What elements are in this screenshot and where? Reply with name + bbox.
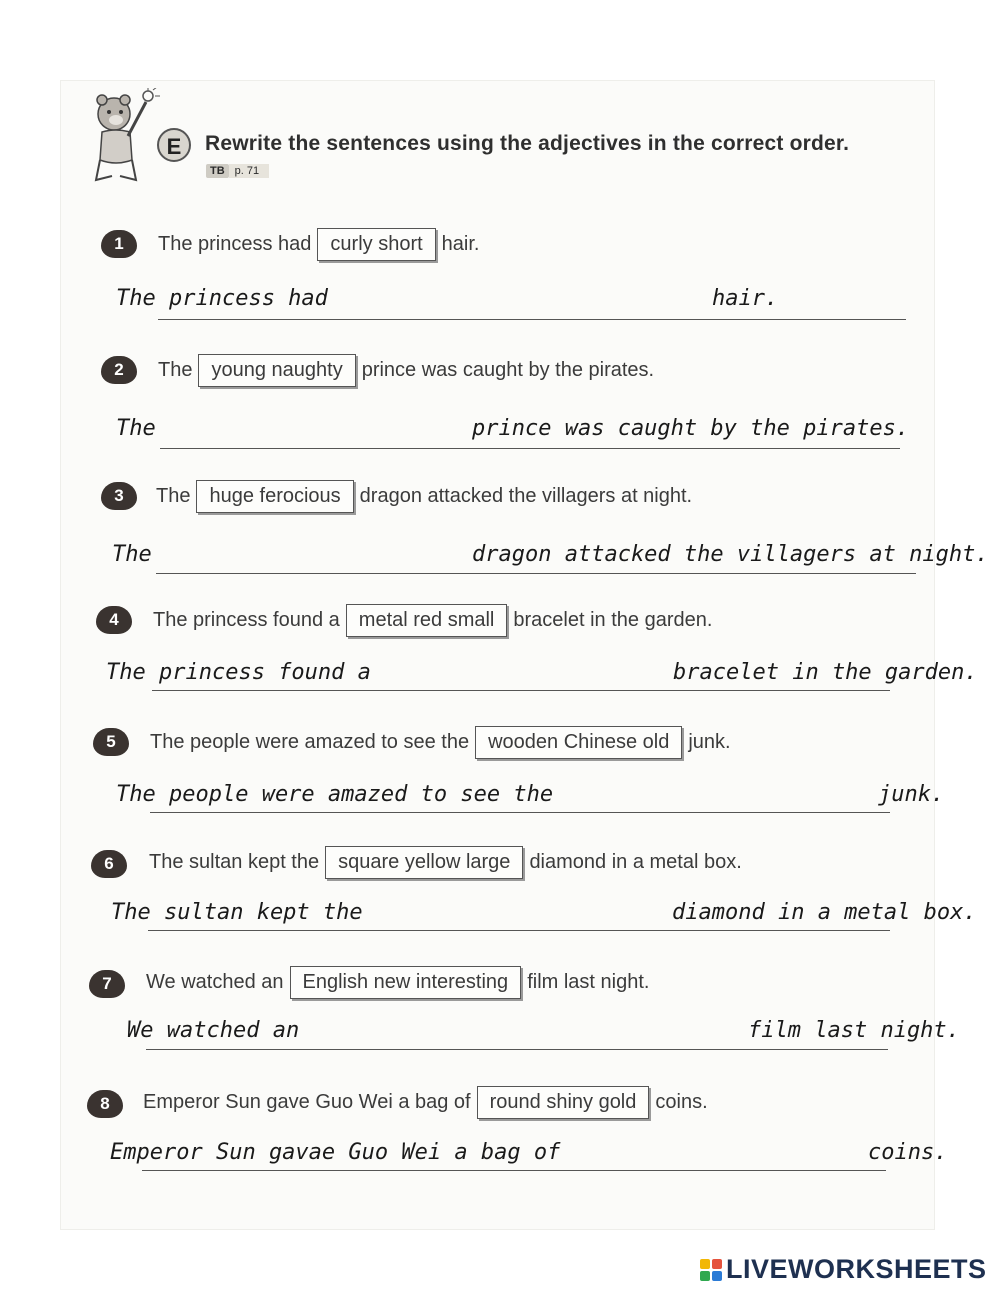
answer-line[interactable] bbox=[158, 319, 906, 320]
question-number: 4 bbox=[96, 606, 132, 634]
answer-line[interactable] bbox=[156, 573, 916, 574]
sentence-end: junk. bbox=[688, 731, 731, 753]
sentence-end: prince was caught by the pirates. bbox=[361, 359, 655, 381]
question-sentence bbox=[150, 726, 731, 759]
question-sentence bbox=[146, 966, 649, 999]
question-number: 5 bbox=[93, 728, 129, 756]
sentence-start: The people were amazed to see the bbox=[150, 731, 470, 753]
answer-prefix: The people were amazed to see the bbox=[116, 782, 554, 807]
answer-suffix: film last night. bbox=[748, 1018, 960, 1043]
question-number: 7 bbox=[89, 970, 125, 998]
answer-line[interactable] bbox=[142, 1170, 886, 1171]
answer-prefix: We watched an bbox=[127, 1018, 300, 1043]
sentence-start: The princess had bbox=[158, 233, 312, 255]
question-sentence bbox=[158, 354, 654, 387]
adjective-box: metal red small bbox=[346, 604, 508, 637]
logo-square bbox=[700, 1259, 710, 1269]
answer-prefix: The bbox=[116, 416, 156, 441]
adjective-box: round shiny gold bbox=[477, 1086, 650, 1119]
adjective-box: wooden Chinese old bbox=[475, 726, 682, 759]
adjective-box: English new interesting bbox=[290, 966, 522, 999]
logo-square bbox=[712, 1271, 722, 1281]
liveworksheets-logo[interactable] bbox=[700, 1254, 987, 1285]
answer-prefix: Emperor Sun gavae Guo Wei a bag of bbox=[110, 1140, 561, 1165]
sentence-end: diamond in a metal box. bbox=[529, 851, 742, 873]
logo-square bbox=[712, 1259, 722, 1269]
answer-line[interactable] bbox=[160, 448, 900, 449]
bear-mascot-icon bbox=[92, 88, 164, 188]
answer-line[interactable] bbox=[148, 930, 890, 931]
answer-suffix: dragon attacked the villagers at night. bbox=[472, 542, 989, 567]
sentence-start: We watched an bbox=[146, 971, 284, 993]
exercise-letter-badge: E bbox=[157, 128, 191, 162]
sentence-end: dragon attacked the villagers at night. bbox=[359, 485, 693, 507]
sentence-end: hair. bbox=[441, 233, 480, 255]
answer-suffix: diamond in a metal box. bbox=[672, 900, 977, 925]
adjective-box: square yellow large bbox=[325, 846, 523, 879]
question-number: 3 bbox=[101, 482, 137, 510]
answer-suffix: junk. bbox=[878, 782, 945, 807]
answer-suffix: coins. bbox=[868, 1140, 948, 1165]
question-sentence bbox=[156, 480, 692, 513]
tb-label: TB bbox=[206, 164, 229, 178]
brand-name: LIVEWORKSHEETS bbox=[726, 1254, 987, 1284]
answer-suffix: prince was caught by the pirates. bbox=[472, 416, 910, 441]
answer-line[interactable] bbox=[150, 812, 890, 813]
sentence-end: bracelet in the garden. bbox=[513, 609, 713, 631]
question-number: 8 bbox=[87, 1090, 123, 1118]
page-reference: p. 71 bbox=[229, 164, 269, 178]
adjective-box: young naughty bbox=[198, 354, 355, 387]
answer-prefix: The sultan kept the bbox=[111, 900, 363, 925]
sentence-start: The bbox=[158, 359, 193, 381]
question-sentence bbox=[149, 846, 742, 879]
answer-suffix: hair. bbox=[712, 286, 779, 311]
answer-prefix: The bbox=[112, 542, 152, 567]
answer-line[interactable] bbox=[146, 1049, 888, 1050]
question-sentence bbox=[153, 604, 712, 637]
sentence-start: The princess found a bbox=[153, 609, 340, 631]
sentence-start: The sultan kept the bbox=[149, 851, 320, 873]
question-sentence bbox=[158, 228, 479, 261]
answer-suffix: bracelet in the garden. bbox=[673, 660, 978, 685]
question-number: 2 bbox=[101, 356, 137, 384]
question-number: 1 bbox=[101, 230, 137, 258]
adjective-box: huge ferocious bbox=[196, 480, 353, 513]
logo-grid-icon bbox=[700, 1259, 722, 1281]
sentence-end: film last night. bbox=[527, 971, 650, 993]
answer-prefix: The princess had bbox=[116, 286, 328, 311]
logo-square bbox=[700, 1271, 710, 1281]
question-number: 6 bbox=[91, 850, 127, 878]
textbook-reference bbox=[206, 164, 269, 178]
question-sentence bbox=[143, 1086, 708, 1119]
answer-prefix: The princess found a bbox=[106, 660, 371, 685]
instruction-heading: Rewrite the sentences using the adjectives in the correct order. bbox=[205, 132, 850, 155]
sentence-start: The bbox=[156, 485, 191, 507]
sentence-start: Emperor Sun gave Guo Wei a bag of bbox=[143, 1091, 471, 1113]
sentence-end: coins. bbox=[655, 1091, 708, 1113]
answer-line[interactable] bbox=[152, 690, 890, 691]
adjective-box: curly short bbox=[317, 228, 435, 261]
